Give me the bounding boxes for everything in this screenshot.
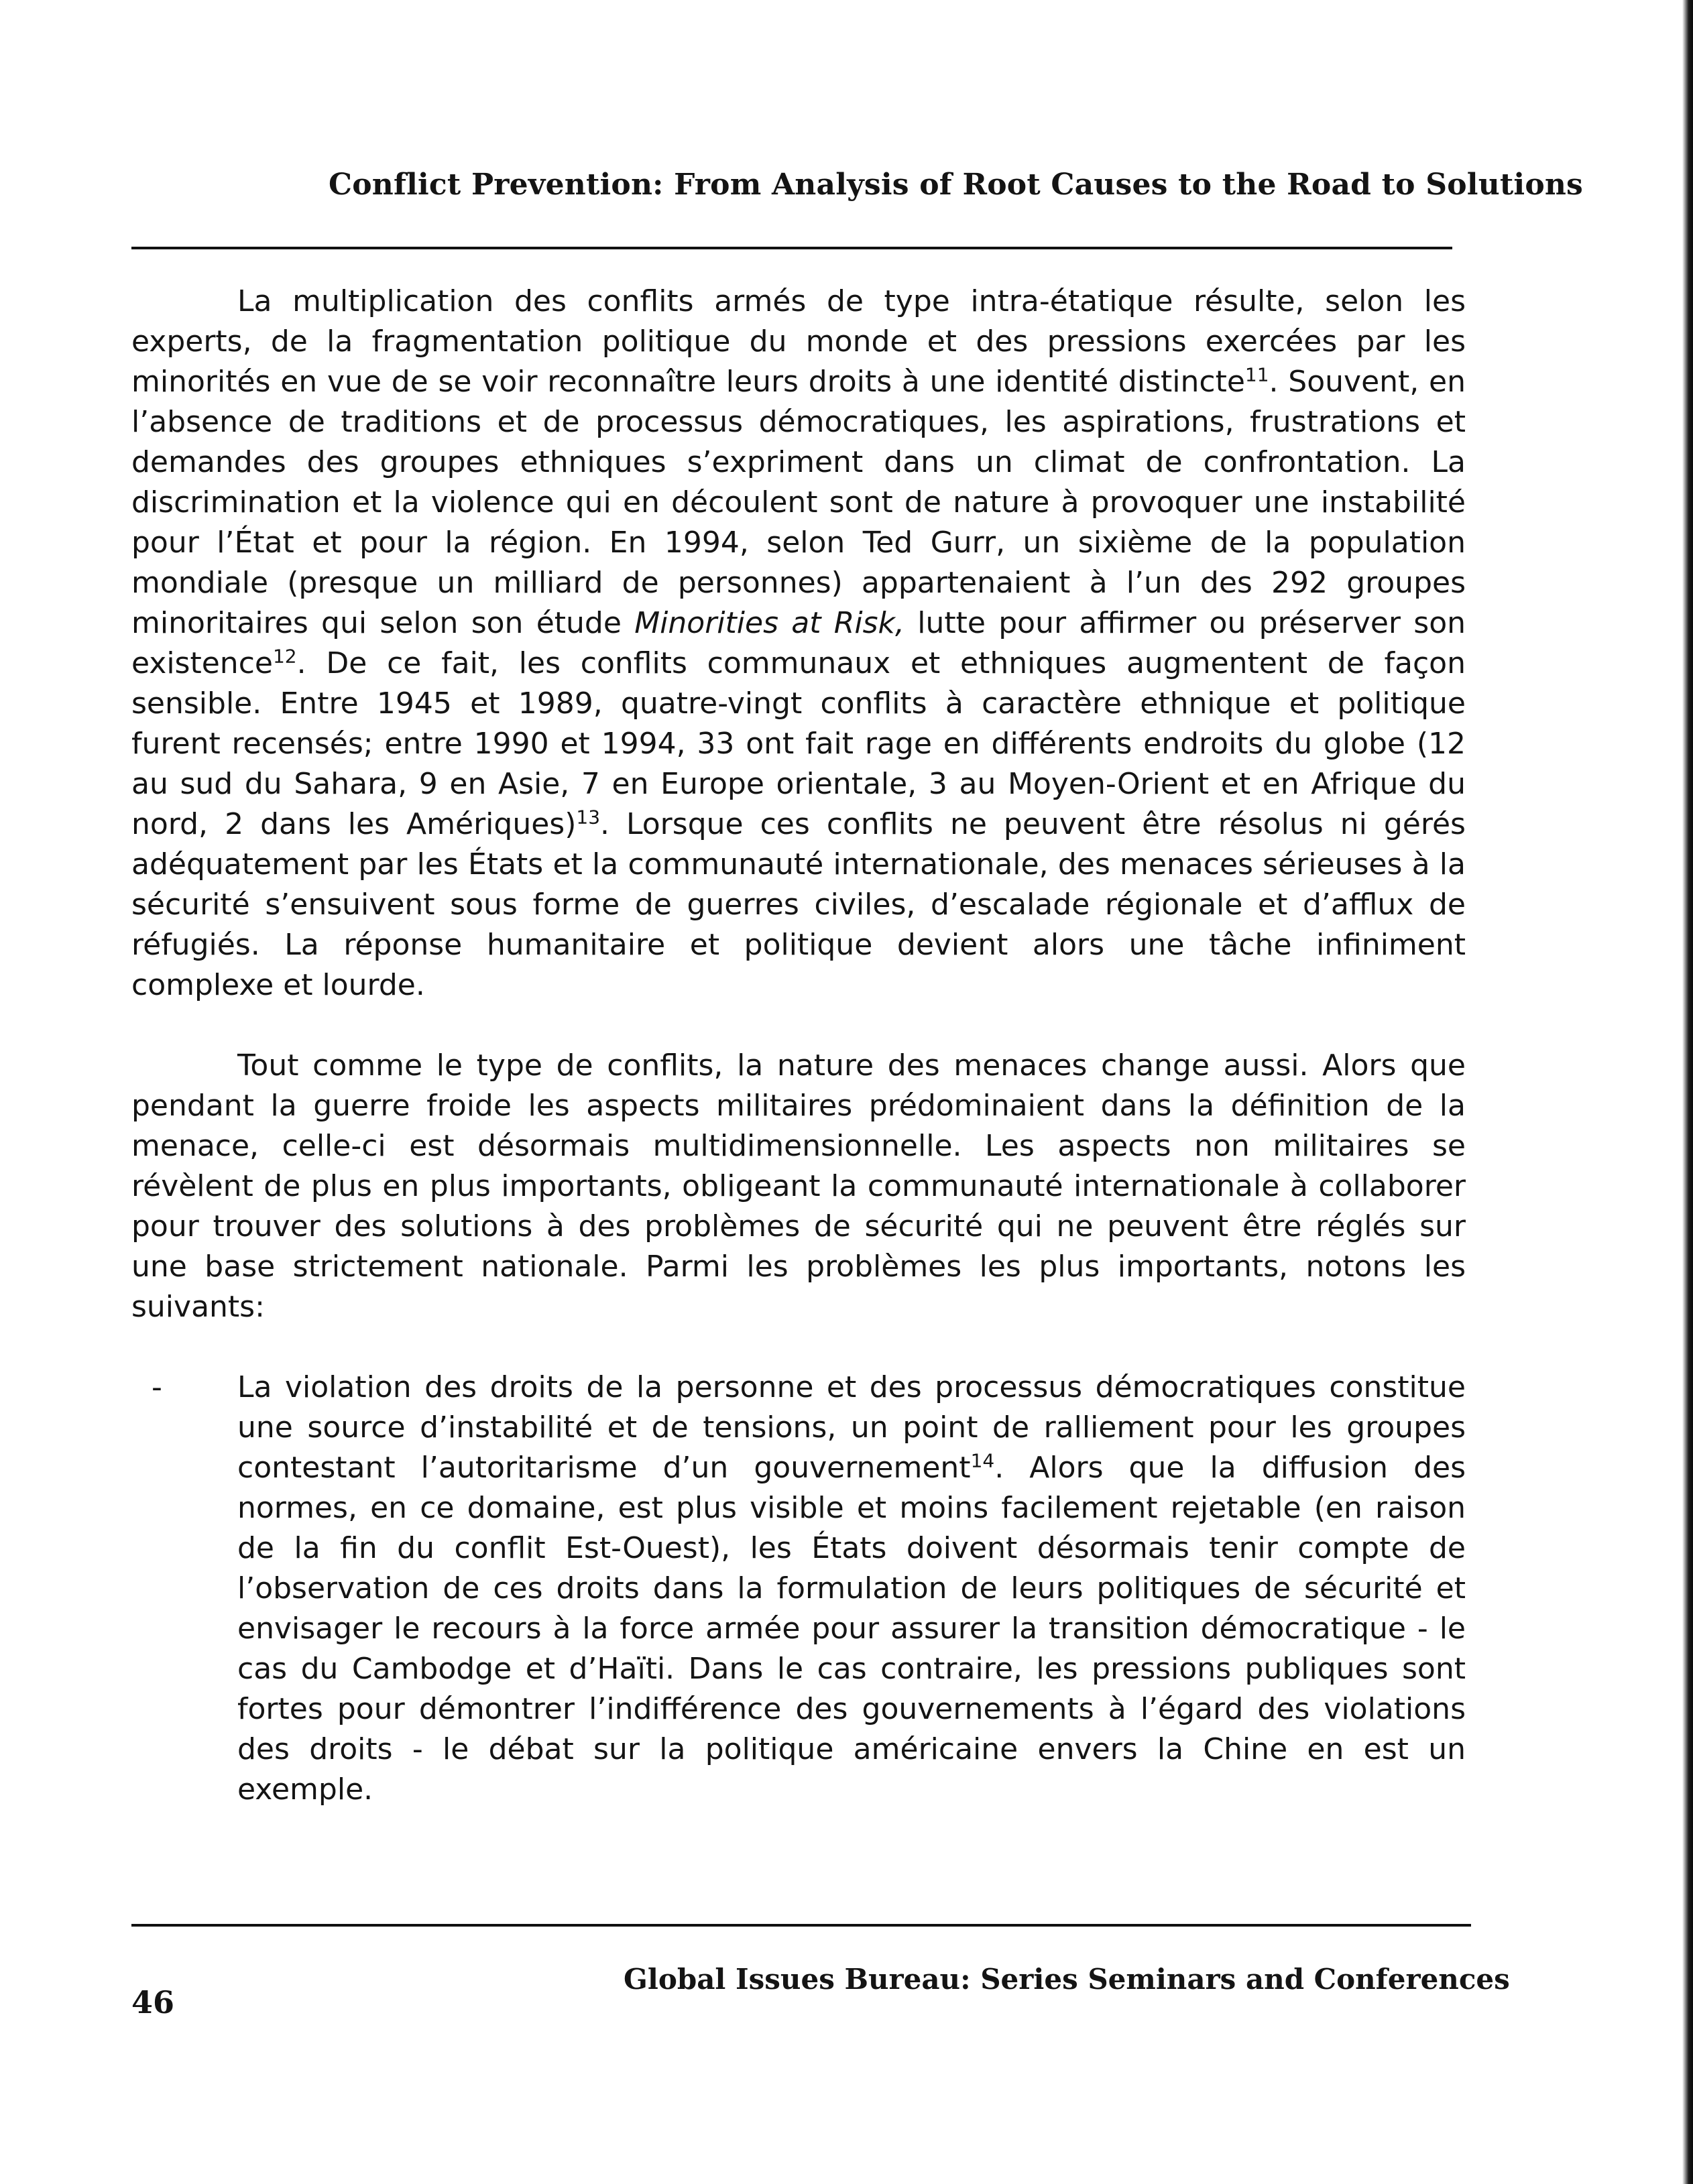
page-number: 46: [131, 1984, 175, 2020]
running-header: Conflict Prevention: From Analysis of Root Causes to the Road to Solutions: [329, 168, 1584, 202]
footnote-ref-12: 12: [272, 645, 297, 668]
footnote-ref-14: 14: [970, 1449, 995, 1472]
paragraph-1: La multiplication des conflits armés de type intra-étatique résulte, selon les experts, de la fragmentation politique du monde et des pressions exercées par les minorités en vue de se voir reconnaître leurs droits à une identité distincte$^{11}$. Souvent, en l’absence de traditions et de processus démocratiques, les aspirations, frustrations et demandes des groupes ethniques s’expriment dans un climat de confrontation. La discrimination et la violence qui en découlent sont de nature à provoquer une instabilité pour l’État et pour la région. En 1994, selon Ted Gurr, un sixième de la population mondiale (presque un milliard de personnes) appartenaient à l’un des 292 groupes minoritaires qui selon son étude Minorities at Risk, lutte pour affirmer ou préserver son existence$^{12}$. De ce fait, les conflits communaux et ethniques augmentent de façon sensible. Entre 1945 et 1989, quatre-vingt conflits à caractère ethnique et politique furent recensés; entre 1990 et 1994, 33 ont fait rage en différents endroits du globe (12 au sud du Sahara, 9 en Asie, 7 en Europe orientale, 3 au Moyen-Orient et en Afrique du nord, 2 dans les Amériques)$^{13}$. Lorsque ces conflits ne peuvent être résolus ni gérés adéquatement par les États et la communauté internationale, des menaces sérieuses à la sécurité s’ensuivent sous forme de guerres civiles, d’escalade régionale et d’afflux de réfugiés. La réponse humanitaire et politique devient alors une tâche infiniment complexe et lourde.: [131, 284, 1466, 1002]
footer-rule: [131, 1924, 1471, 1927]
book-title: Minorities at Risk,: [634, 606, 904, 640]
list-item: - La violation des droits de la personne et des processus démocratiques constitue une source d’instabilité et de tensions, un point de ralliement pour les groupes contestant l’autoritarisme d’un gouvernement$^{14}$. Alors que la diffusion des normes, en ce domaine, est plus visible et moins facilement rejetable (en raison de la fin du conflit Est-Ouest), les États doivent désormais tenir compte de l’observation de ces droits dans la formulation de leurs politiques de sécurité et envisager le recours à la force armée pour assurer la transition démocratique - le cas du Cambodge et d’Haïti. Dans le cas contraire, les pressions publiques sont fortes pour démontrer l’indifférence des gouvernements à l’égard des violations des droits - le débat sur la politique américaine envers la Chine en est un exemple.: [131, 1368, 1466, 1810]
body-text: [131, 282, 1466, 1810]
bullet-dash: -: [152, 1370, 162, 1404]
scan-edge-shadow: [1682, 0, 1693, 2184]
footer-series-title: Global Issues Bureau: Series Seminars and Conferences: [624, 1963, 1510, 1996]
problem-list: [131, 1368, 1466, 1810]
header-rule: [131, 247, 1452, 249]
footnote-ref-13: 13: [576, 806, 601, 829]
footnote-ref-11: 11: [1244, 363, 1269, 386]
paragraph-2: Tout comme le type de conflits, la nature des menaces change aussi. Alors que pendant la guerre froide les aspects militaires prédominaient dans la définition de la menace, celle-ci est désormais multidimensionnelle. Les aspects non militaires se révèlent de plus en plus importants, obligeant la communauté internationale à collaborer pour trouver des solutions à des problèmes de sécurité qui ne peuvent être réglés sur une base strictement nationale. Parmi les problèmes les plus importants, notons les suivants:: [131, 1048, 1466, 1324]
